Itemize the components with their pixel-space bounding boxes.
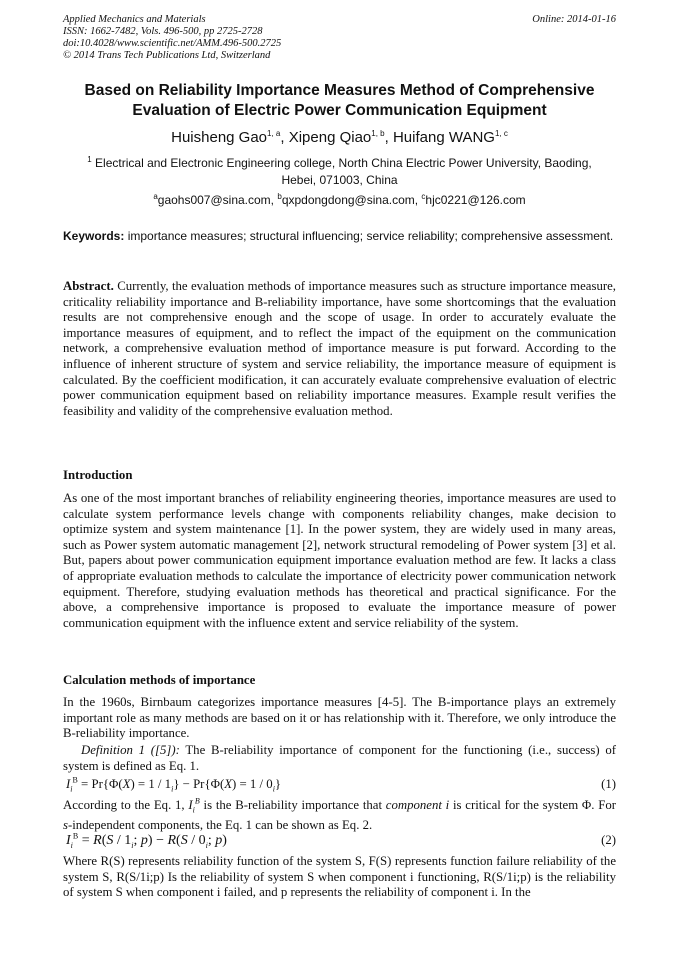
- copyright: © 2014 Trans Tech Publications Ltd, Switzerland: [63, 50, 271, 61]
- author-1-sup: 1, a: [267, 129, 281, 138]
- affiliation-sup: 1: [87, 155, 92, 164]
- affiliation-line-2: Hebei, 071003, China: [281, 173, 398, 187]
- calc-paragraph-3: Where R(S) represents reliability function of the system S, F(S) represents function failure reliability of the system S, R(S/1i;p) Is the reliability of system S when component i functioning, R(S/1i;p) is the reliability of system S when component i failed, and p represents the reliability of component i. In the: [63, 854, 616, 900]
- paper-title: [63, 81, 616, 121]
- author-3: Huifang WANG: [392, 129, 495, 146]
- email-a[interactable]: gaohs007@sina.com,: [157, 193, 278, 207]
- author-3-sup: 1, c: [494, 129, 508, 138]
- keywords: [63, 229, 616, 244]
- p2-part: -independent components, the Eq. 1 can be shown as Eq. 2.: [67, 818, 373, 833]
- title-line-2: Evaluation of Electric Power Communication Equipment: [132, 102, 547, 119]
- p2-part: is the B-reliability importance that: [199, 798, 386, 812]
- email-c[interactable]: hjc0221@126.com: [425, 193, 526, 207]
- abstract-text: Currently, the evaluation methods of importance measures such as structure importance measure, criticality reliability importance and B-reliability importance, have some shortcomings that the evaluation results are not comprehensive enough and the scope of usage. In order to accurately evaluate the importance measures of equipment, and to reflect the impact of the equipment on the communication network, a comprehensive evaluation method of importance measure is put forward. According to the influence of inherent structure of system and service reliability, the importance measure of equipment is calculated. By the coefficient modification, it can accurately evaluate comprehensive evaluation of electric power communication equipment based on reliability importance measures. Example result verifies the feasibility and validity of the comprehensive evaluation method.: [63, 279, 616, 418]
- author-sep: ,: [280, 129, 289, 146]
- email-b[interactable]: qxpdongdong@sina.com,: [281, 193, 422, 207]
- author-1: Huisheng Gao: [171, 129, 268, 146]
- journal-name: Applied Mechanics and Materials: [63, 14, 206, 25]
- p2-component: component i: [385, 798, 450, 812]
- calc-heading: Calculation methods of importance: [63, 673, 256, 687]
- email-b-sup: b: [277, 192, 282, 201]
- definition-label: Definition 1 ([5]):: [81, 743, 180, 757]
- online-date: Online: 2014-01-16: [532, 14, 616, 25]
- definition-text: The B-reliability importance of component for the functioning (i.e., success) of system is defined as Eq. 1.: [63, 743, 616, 773]
- calc-paragraph-1: In the 1960s, Birnbaum categorizes importance measures [4-5]. The B-importance plays an extremely important role as many methods are based on it or has relationship with it. Therefore, we only introduce the B-reliability importance.: [63, 695, 616, 741]
- equation-2: $I_i^B = R(S / 1_i$; $p) - R(S / 0_i$; p) (2): [66, 831, 616, 850]
- abstract: [63, 279, 616, 419]
- author-2-sup: 1, b: [371, 129, 385, 138]
- title-line-1: Based on Reliability Importance Measures Method of Comprehensive: [84, 82, 595, 99]
- keywords-text: importance measures; structural influencing; service reliability; comprehensive assessment.: [124, 229, 614, 243]
- abstract-label: Abstract.: [63, 279, 114, 293]
- equation-1: $I_i^B = Pr\{\Phi(X) = 1 / 1_i\} - Pr\{\Phi(X) = 1 / 0_i\}$ (1): [66, 775, 616, 794]
- author-emails: [63, 193, 616, 207]
- author-2: Xipeng Qiao: [288, 129, 372, 146]
- keywords-label: Keywords:: [63, 229, 125, 243]
- journal-header: [63, 14, 616, 62]
- affiliation-line-1: Electrical and Electronic Engineering college, North China Electric Power University, Baoding,: [91, 156, 592, 170]
- equation-1-number: (1): [601, 777, 616, 791]
- email-a-sup: a: [153, 192, 158, 201]
- affiliation: [63, 155, 616, 189]
- email-c-sup: c: [421, 192, 426, 201]
- introduction-text: As one of the most important branches of reliability engineering theories, importance measures are used to calculate system performance levels change with components reliability changes, make decision to optimize system and system maintenance [1]. In the power system, they are widely used in many areas, such as Power system automatic management [2], network structural remodeling of Power system [3] et al. But, papers about power communication equipment importance evaluation method are few. It lacks a class of appropriate evaluation methods to calculate the importance of electricity power communication network equipment. Therefore, studying evaluation methods has theoretical and practical significance. For the above, a comprehensive importance is proposed to evaluate the importance measure of power communication equipment with the influence extent and service reliability of the system.: [63, 491, 616, 630]
- p2-part: According to the Eq. 1,: [63, 798, 189, 812]
- equation-2-number: (2): [601, 833, 616, 847]
- doi: doi:10.4028/www.scientific.net/AMM.496-500.2725: [63, 38, 282, 49]
- p2-part: is critical for the system Φ. For: [449, 798, 617, 812]
- calc-paragraph-2: According to the Eq. 1, $I_i^B$ is the B-reliability importance that component i is critical for the system Φ. For s-independent components, the Eq. 1 can be shown as Eq. 2.: [63, 796, 617, 833]
- definition-1: [63, 743, 616, 774]
- issn: ISSN: 1662-7482, Vols. 496-500, pp 2725-2728: [63, 26, 263, 37]
- introduction-heading: Introduction: [63, 468, 133, 482]
- author-sep: ,: [384, 129, 393, 146]
- p2-s: s: [63, 818, 68, 833]
- author-list: [63, 129, 616, 146]
